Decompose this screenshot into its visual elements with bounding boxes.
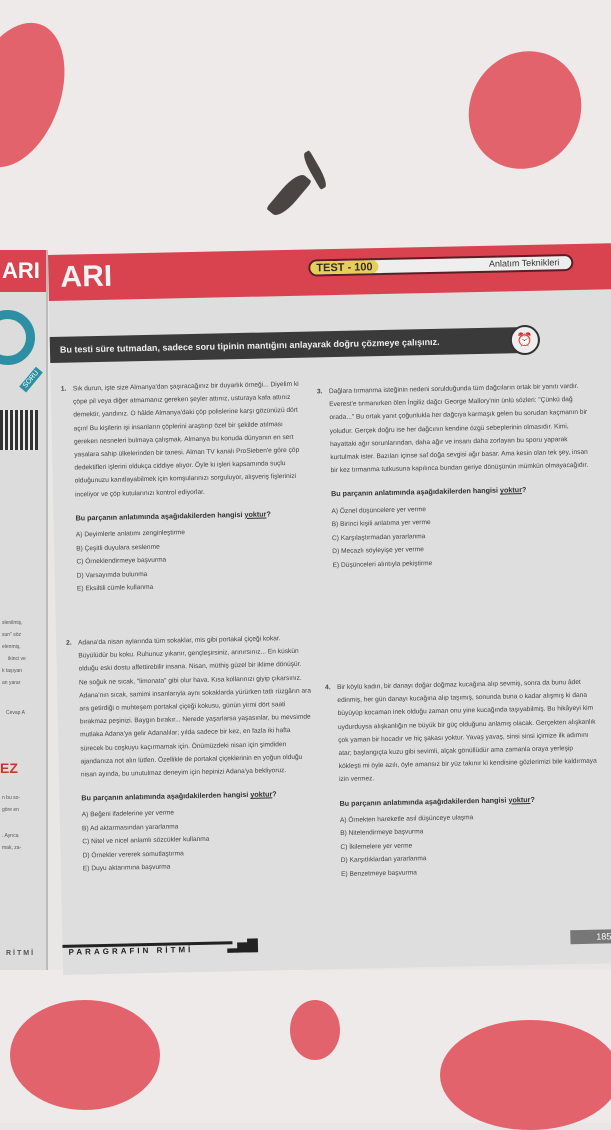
option-a[interactable]: A) Deyimlerle anlatımı zenginleştirme	[75, 529, 186, 539]
question-text: Adana'da nisan aylarında tüm sokaklar, mis gibi portakal çiçeği kokar. Büyülüdür bu koku. Ruhunuz yıkanır, gençleşirsiniz, arınırsınız... En küskün olduğu eski dostu affettirebilir insana. Nisan, müthiş güzel bir iklime dönüşür. Ne soğuk ne sıcak, "limonata" gibi olur hava. Kısa kollarınızı giyip çıkarsınız. Adana'nın sıcak, samimi insanlarıyla aynı sokaklarda yürürken tatlı rüzgârın ara ara getirdiği o muhteşem portakal çiçeği kokusu, günün yirmi dört saati bırakmaz peşinizi. Baygın bırakır... Nerede yaşarlarsa yaşasınlar, bu mevsimde mutlaka Adana'ya gelir Adanalılar; yılda sadece bir kez, en fazla iki hafta sürecek bu coşkuyu kaçırmamak için. Önümüzdeki nisan için şimdiden ajandanıza not alın lütfen. Özellikle de portakal çiçeklerinin en yoğun olduğu nisan ayında, bu unutulmaz deneyim için hepinizi Adana'ya bekliyoruz.	[78, 635, 312, 779]
question-1	[60, 378, 309, 596]
question-stem: Bu parçanın anlatımında aşağıdakilerden hangisi yoktur?	[75, 509, 271, 523]
left-text: göre en	[2, 807, 19, 813]
left-answer: Cevap A	[6, 710, 25, 716]
left-text: mak, za-	[2, 845, 22, 851]
left-text: k taşıyan	[2, 668, 23, 674]
left-text: elenmiş,	[2, 644, 21, 650]
option-e[interactable]: E) Düşünceleri alıntıyla pekiştirme	[332, 559, 433, 569]
option-b[interactable]: B) Çeşitli duyulara seslenme	[76, 543, 160, 553]
option-d[interactable]: D) Karşıtlıklardan yararlanma	[340, 855, 427, 865]
option-e[interactable]: E) Benzetmeye başvurma	[340, 869, 417, 878]
question-text: Sık durun, işte size Almanya'dan şaşıracağınız bir duyarlık örneği... Diyelim ki çöpe pil veya diğer atmamanız gereken şeyler attınız, usturaya kafa attınız demektir, yandınız. O hâlde Almanya'daki çöp polislerine karşı gözünüzü dört açın! Bu kişilerin işi insanların çöplerini araştırıp özel bir şekilde atılması gereken nesneleri bulmaya çalışmak. Almanya bu konuda dünyanın en sert yasalara sahip ülkelerinden bir tanesi. Alman TV kanalı ProSieben'e göre çöp dedektifleri işlerini oldukça ciddiye alıyor. Öyle ki işleri kapsamında suçlu olduğunuzu kanıtlayabilmek için komşularınızı sorguluyor, alışveriş fişlerinizi inceliyor ve çöp kutularınızı kontrol ediyorlar.	[72, 380, 300, 499]
pink-pattern	[290, 1000, 340, 1060]
option-b[interactable]: B) Nitelendirmeye başvurma	[340, 828, 424, 838]
left-brand: ARI	[2, 258, 40, 283]
option-e[interactable]: E) Duyu aktarımına başvurma	[82, 864, 171, 873]
option-a[interactable]: A) Örnekten hareketle asıl düşünceye ulaşma	[339, 814, 474, 824]
question-2	[66, 632, 315, 877]
option-a[interactable]: A) Öznel düşüncelere yer verme	[331, 505, 427, 515]
option-b[interactable]: B) Ad aktarmasından yararlanma	[81, 823, 179, 833]
topic-title: Anlatım Teknikleri	[488, 257, 560, 269]
question-number: 4.	[325, 684, 331, 692]
qr-code	[0, 410, 38, 450]
question-stem: Bu parçanın anlatımında aşağıdakilerden hangisi yoktur?	[339, 794, 535, 808]
left-footer: RİTMİ	[6, 950, 36, 957]
option-d[interactable]: D) Varsayımda bulunma	[76, 570, 148, 579]
left-text: sun" söz	[2, 632, 22, 638]
question-4	[325, 676, 599, 882]
soru-badge	[0, 310, 35, 365]
page-number: 185	[570, 929, 611, 944]
instruction-bar: Bu testi süre tutmadan, sadece soru tipinin mantığını anlayarak doğru çözmeye çalışınız.	[50, 327, 540, 363]
question-number: 2.	[66, 639, 72, 647]
option-d[interactable]: D) Mecazlı söyleyişe yer verme	[332, 546, 424, 556]
option-c[interactable]: C) Nitel ve nicel anlamlı sözcükler kullanma	[82, 836, 210, 846]
bars-logo-icon: ▂▅▇	[227, 936, 258, 953]
test-number-badge: TEST - 100	[310, 260, 379, 274]
pink-pattern	[440, 1020, 611, 1130]
fabric-background-top	[0, 0, 611, 255]
option-b[interactable]: B) Birinci kişili anlatıma yer verme	[331, 519, 431, 529]
brand-logo: ARI	[60, 259, 113, 294]
test-page	[48, 243, 611, 975]
question-stem: Bu parçanın anlatımında aşağıdakilerden hangisi yoktur?	[81, 789, 277, 803]
question-text: Dağlara tırmanma isteğinin nedeni sorulduğunda tüm dağcıların ortak bir yanıtı vardır. Everest'e tırmanırken ölen İngiliz dağcı George Mallory'nin ünlü sözleri: "Çünkü dağ orada..." Bu ortak yanıt çoğunlukla her dağcıya karmaşık gelen bu sorudan kaçmanın bir yoludur. Gerçek doğru ise her dağcının kendine özgü sebeplerinin olmasıdır. Kimi, hayattaki ağır sorunlarından, daha ağır ve insanı daha zorlayan bu sporu yaparak kurtulmak ister. Bazıları içinse saf doğa sevgisi ağır basar. Ama kesin olan tek şey, insan bir kez tırmanma tutkusuna kapılınca bundan geriye dönüşünün mümkün olmayacağıdır.	[328, 382, 589, 475]
question-number: 3.	[316, 388, 323, 396]
left-heading: EZ	[0, 760, 18, 776]
left-text: an yarar	[2, 680, 21, 686]
option-c[interactable]: C) Örneklendirmeye başvurma	[76, 556, 167, 566]
fabric-background-bottom	[0, 970, 611, 1123]
left-text: slenilmiş,	[2, 620, 23, 626]
option-c[interactable]: C) Karşılaştırmadan yararlanma	[331, 532, 426, 542]
option-c[interactable]: C) İkilemelere yer verme	[340, 842, 413, 851]
option-a[interactable]: A) Beğeni ifadelerine yer verme	[81, 809, 175, 819]
option-e[interactable]: E) Eksiltili cümle kullanma	[76, 583, 154, 593]
pink-pattern	[10, 1000, 160, 1110]
question-text: Bir köylü kadın, bir danayı doğar doğmaz kucağına alıp sevmiş, sonra da bunu âdet edinmiş, her gün danayı kucağına alıp taşımış, sonunda buna o kadar alışmış ki dana büyüyüp kocaman inek olduğu zaman onu yine kucağında taşıyabilmiş. Bu hikâyeyi kim uydurduysa alışkanlığın ne büyük bir güç olduğunu anlamış olacak. Gerçekten alışkanlık çok yaman bir hocadır ve hiç şakası yoktur. Yavaş yavaş, sinsi sinsi içimize ilk adımını atar; başlangıçta kuzu gibi sevimli, alçak gönüllüdür ama zamanla oraya yerleşip kökleşti mi öyle azılı, öyle amansız bir yüz takınır ki kendisine gözlerimizi bile kaldırmaya izin vermez.	[337, 678, 597, 784]
test-header-bar	[308, 254, 573, 277]
question-3	[316, 380, 591, 572]
pink-pattern	[0, 9, 83, 181]
alarm-clock-icon: ⏰	[510, 325, 541, 356]
question-number: 1.	[60, 385, 67, 393]
soru-label: SORU	[19, 367, 43, 393]
left-text: ikinci ve	[8, 656, 26, 662]
question-stem: Bu parçanın anlatımında aşağıdakilerden hangisi yoktur?	[330, 485, 527, 499]
series-footer: PARAGRAFIN RİTMİ	[62, 941, 232, 959]
left-text: n bu so-	[2, 795, 21, 801]
option-d[interactable]: D) Örnekler vererek somutlaştırma	[82, 850, 184, 860]
left-page	[0, 250, 48, 970]
leaf-pattern	[266, 170, 312, 220]
left-text: . Ayrıca	[2, 833, 19, 839]
pink-pattern	[447, 31, 602, 190]
